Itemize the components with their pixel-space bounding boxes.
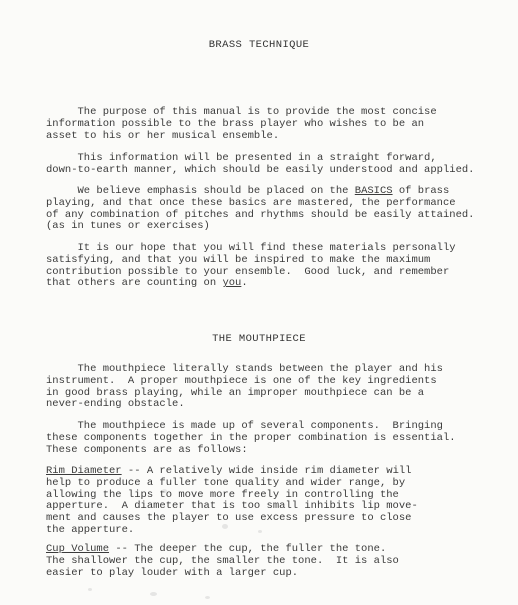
cup-volume-label: Cup Volume (46, 543, 110, 555)
scan-speck (162, 489, 167, 493)
text-run: -- The deeper the cup, the fuller the tone. (109, 543, 387, 555)
basics-emphasis: BASICS (354, 185, 393, 197)
text-line: in good brass playing, while an improper mouthpiece can be a (46, 386, 425, 399)
paragraph-components (46, 421, 496, 456)
text-line: The mouthpiece is made up of several components. Bringing (46, 420, 443, 432)
text-line: This information will be presented in a straight forward, (46, 152, 437, 164)
paragraph-mouthpiece-intro (46, 364, 496, 411)
paragraph-rim-diameter (46, 466, 496, 537)
scan-speck (205, 596, 210, 599)
scan-speck (150, 592, 157, 596)
text-line: allowing the lips to move more freely in controlling the (46, 488, 399, 501)
text-line: The purpose of this manual is to provide the most concise (46, 106, 437, 118)
paragraph-basics (46, 186, 496, 233)
paragraph-cup-volume (46, 544, 496, 579)
text-run: . (241, 277, 248, 290)
text-line: the apperture. (46, 523, 135, 536)
text-run: We believe emphasis should be placed on the (46, 185, 355, 197)
text-line: apperture. A diameter that is too small inhibits lip move- (46, 500, 418, 513)
scan-speck (222, 524, 228, 529)
paragraph-purpose (46, 107, 496, 142)
paragraph-hope (46, 243, 496, 290)
text-line: These components are as follows: (46, 443, 248, 456)
text-run: of brass (392, 185, 450, 197)
text-line: playing, and that once these basics are mastered, the performance (46, 196, 456, 209)
text-run: that others are counting on (46, 277, 223, 290)
scan-speck (88, 588, 92, 591)
section-title-mouthpiece: THE MOUTHPIECE (212, 333, 306, 345)
text-line: It is our hope that you will find these materials personally (46, 242, 456, 254)
text-line: of any combination of pitches and rhythms should be easily attained. (46, 208, 475, 221)
scan-speck (258, 530, 262, 533)
text-line: The mouthpiece literally stands between the player and his (46, 363, 443, 375)
text-line: asset to his or her musical ensemble. (46, 129, 280, 142)
text-line: ment and causes the player to use excess pressure to close (46, 512, 412, 525)
text-line: satisfying, and that you will be inspired to make the maximum (46, 253, 431, 266)
text-line: The shallower the cup, the smaller the tone. It is also (46, 554, 399, 567)
text-line: help to produce a fuller tone quality and wider range, by (46, 476, 406, 489)
text-line: instrument. A proper mouthpiece is one of the key ingredients (46, 374, 437, 387)
section-title-brass-technique: BRASS TECHNIQUE (208, 39, 310, 51)
text-line: down-to-earth manner, which should be easily understood and applied. (46, 163, 475, 176)
text-run: -- A relatively wide inside rim diameter will (121, 465, 412, 477)
paragraph-presentation (46, 153, 496, 177)
text-line: (as in tunes or exercises) (46, 220, 210, 233)
text-line: information possible to the brass player who wishes to be an (46, 117, 425, 130)
you-emphasis: you (222, 277, 242, 290)
text-line (46, 278, 496, 290)
text-line: these components together in the proper combination is essential. (46, 431, 456, 444)
text-line: never-ending obstacle. (46, 398, 185, 411)
text-line: easier to play louder with a larger cup. (46, 566, 299, 579)
rim-diameter-label: Rim Diameter (46, 465, 122, 477)
text-line: contribution possible to your ensemble. Good luck, and remember (46, 265, 450, 278)
